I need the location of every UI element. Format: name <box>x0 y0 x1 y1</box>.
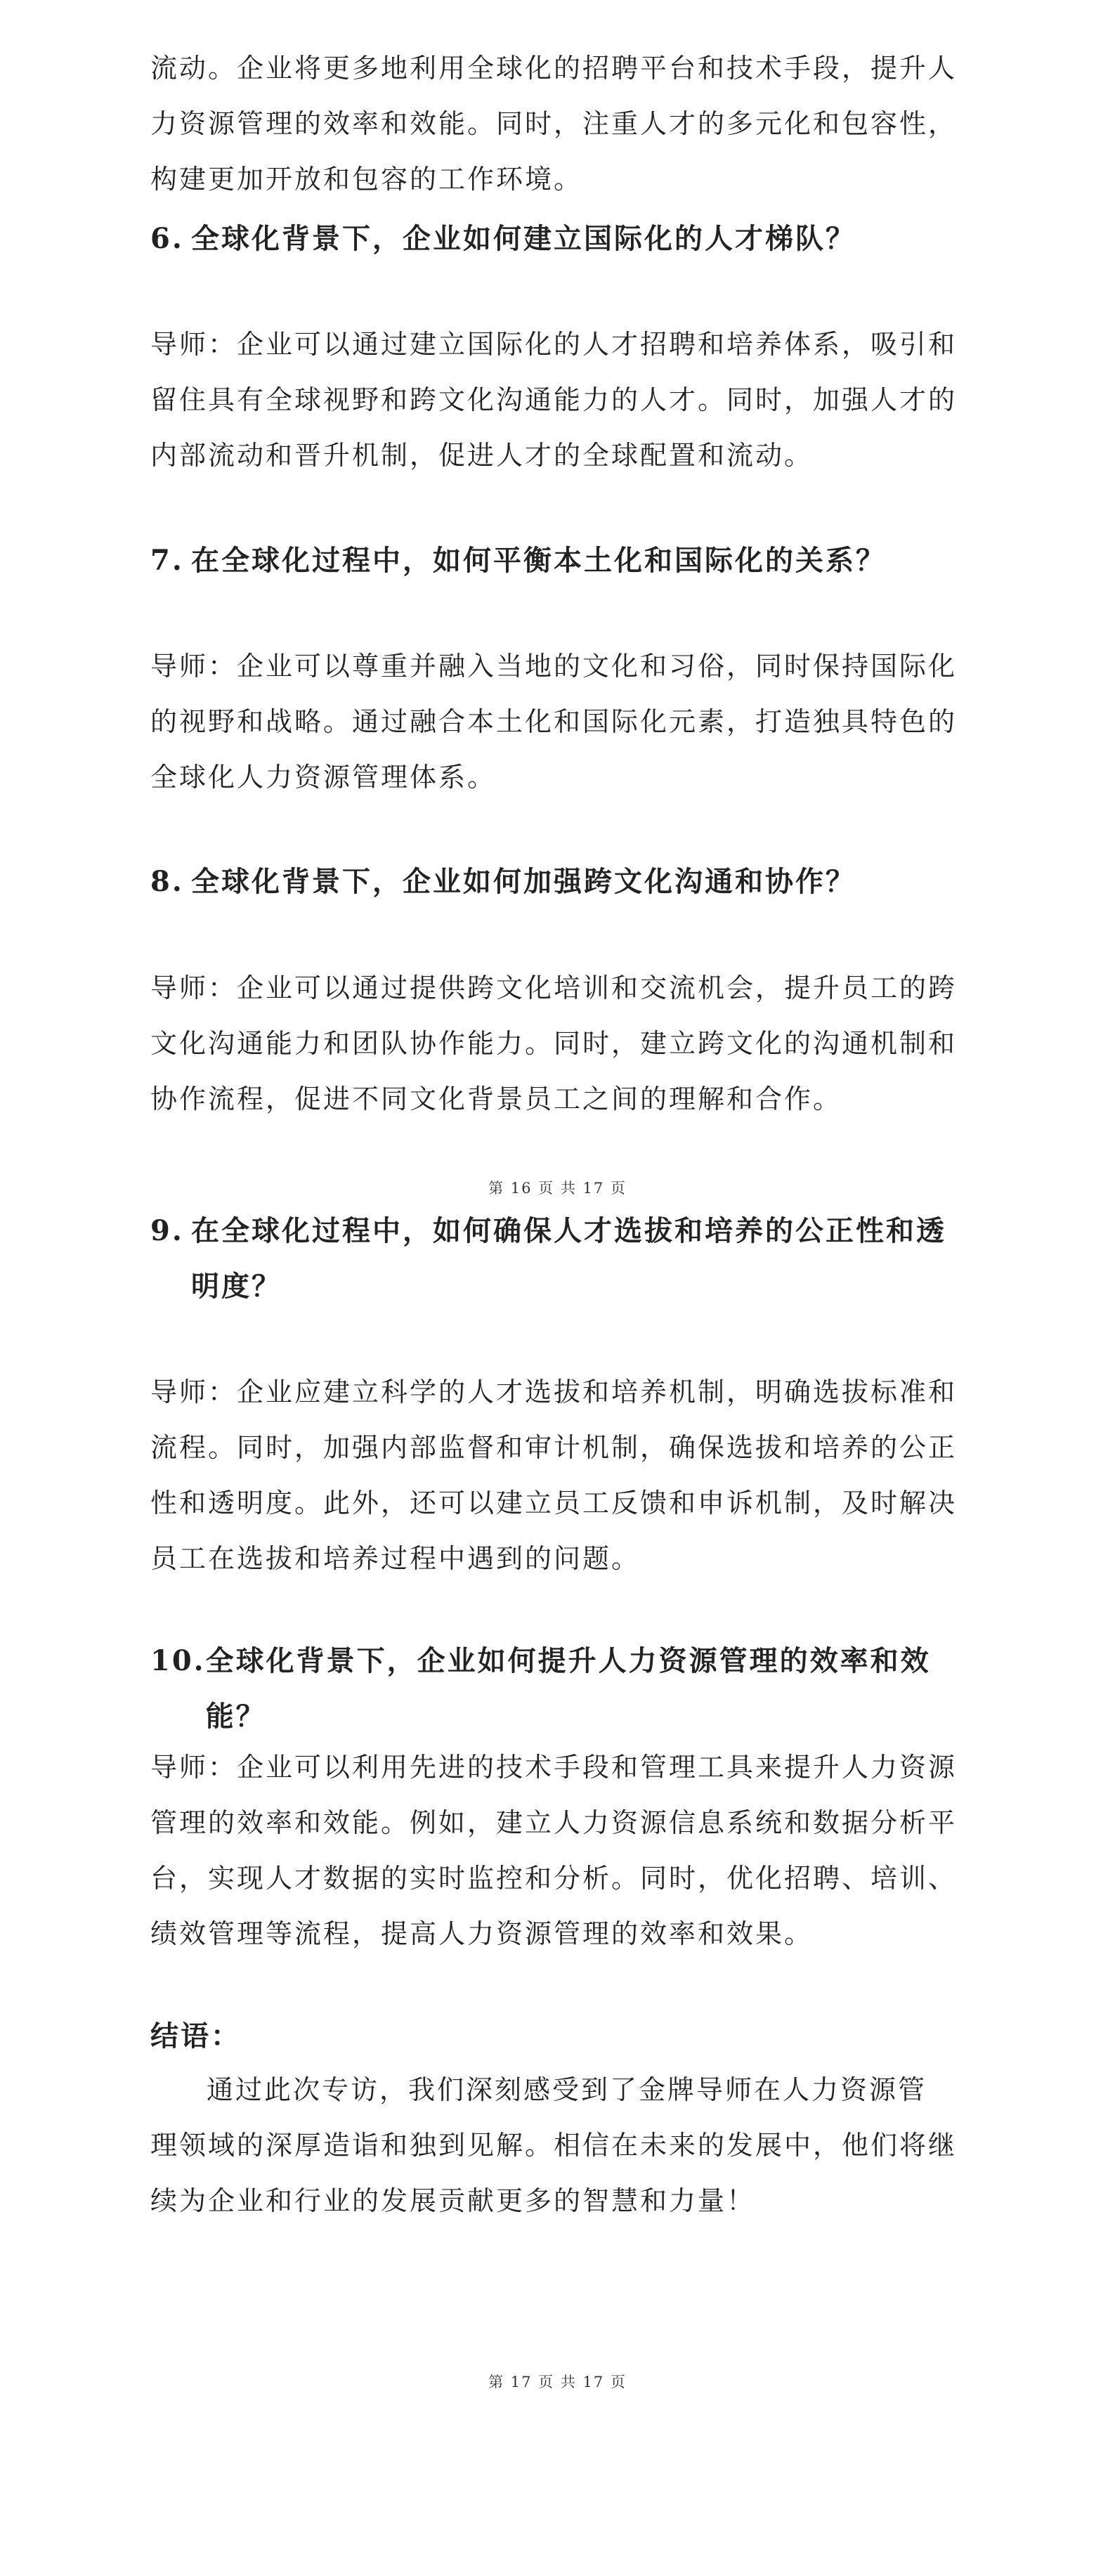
page-footer-16: 第 16 页 共 17 页 <box>488 1180 627 1197</box>
question-number: 8. <box>150 865 184 898</box>
question-number: 10. <box>150 1644 206 1677</box>
intro-paragraph: 流动。企业将更多地利用全球化的招聘平台和技术手段，提升人 力资源管理的效率和效能。同时，注重人才的多元化和包容性， 构建更加开放和包容的工作环境。 <box>150 53 958 195</box>
answer-6: 导师：企业可以通过建立国际化的人才招聘和培养体系，吸引和 留住具有全球视野和跨文化沟通能力的人才。同时，加强人才的 内部流动和晋升机制，促进人才的全球配置和流动。 <box>150 329 958 471</box>
answer-7: 导师：企业可以尊重并融入当地的文化和习俗，同时保持国际化 的视野和战略。通过融合本土化和国际化元素，打造独具特色的 全球化人力资源管理体系。 <box>150 651 958 793</box>
question-number: 6. <box>150 222 184 255</box>
question-number: 9. <box>150 1214 184 1247</box>
answer-10: 导师：企业可以利用先进的技术手段和管理工具来提升人力资源 管理的效率和效能。例如，建立人力资源信息系统和数据分析平 台，实现人才数据的实时监控和分析。同时，优化招聘、培训、 绩效管理等流程，提高人力资源管理的效率和效果。 <box>150 1752 958 1949</box>
question-8 <box>150 854 979 909</box>
question-text: 全球化背景下，企业如何建立国际化的人才梯队？ <box>191 222 856 255</box>
question-7 <box>150 533 979 588</box>
question-9 <box>150 1203 979 1314</box>
question-text: 全球化背景下，企业如何提升人力资源管理的效率和效能？ <box>205 1644 931 1733</box>
question-text: 全球化背景下，企业如何加强跨文化沟通和协作？ <box>191 865 856 898</box>
answer-8: 导师：企业可以通过提供跨文化培训和交流机会，提升员工的跨 文化沟通能力和团队协作能力。同时，建立跨文化的沟通机制和 协作流程，促进不同文化背景员工之间的理解和合作。 <box>150 972 958 1114</box>
question-10 <box>150 1633 979 1744</box>
question-6 <box>150 211 979 266</box>
question-number: 7. <box>150 544 184 577</box>
answer-9: 导师：企业应建立科学的人才选拔和培养机制，明确选拔标准和 流程。同时，加强内部监督和审计机制，确保选拔和培养的公正 性和透明度。此外，还可以建立员工反馈和申诉机制，及时解决 员工在选拔和培养过程中遇到的问题。 <box>150 1377 958 1574</box>
question-text: 在全球化过程中，如何确保人才选拔和培养的公正性和透 明度？ <box>191 1214 946 1303</box>
page-footer-17: 第 17 页 共 17 页 <box>488 2374 627 2390</box>
closing-title: 结语： <box>150 2019 241 2053</box>
question-text: 在全球化过程中，如何平衡本土化和国际化的关系？ <box>191 544 886 577</box>
closing-paragraph: 通过此次专访，我们深刻感受到了金牌导师在人力资源管 理领域的深厚造诣和独到见解。相信在未来的发展中，他们将继 续为企业和行业的发展贡献更多的智慧和力量！ <box>150 2074 958 2216</box>
